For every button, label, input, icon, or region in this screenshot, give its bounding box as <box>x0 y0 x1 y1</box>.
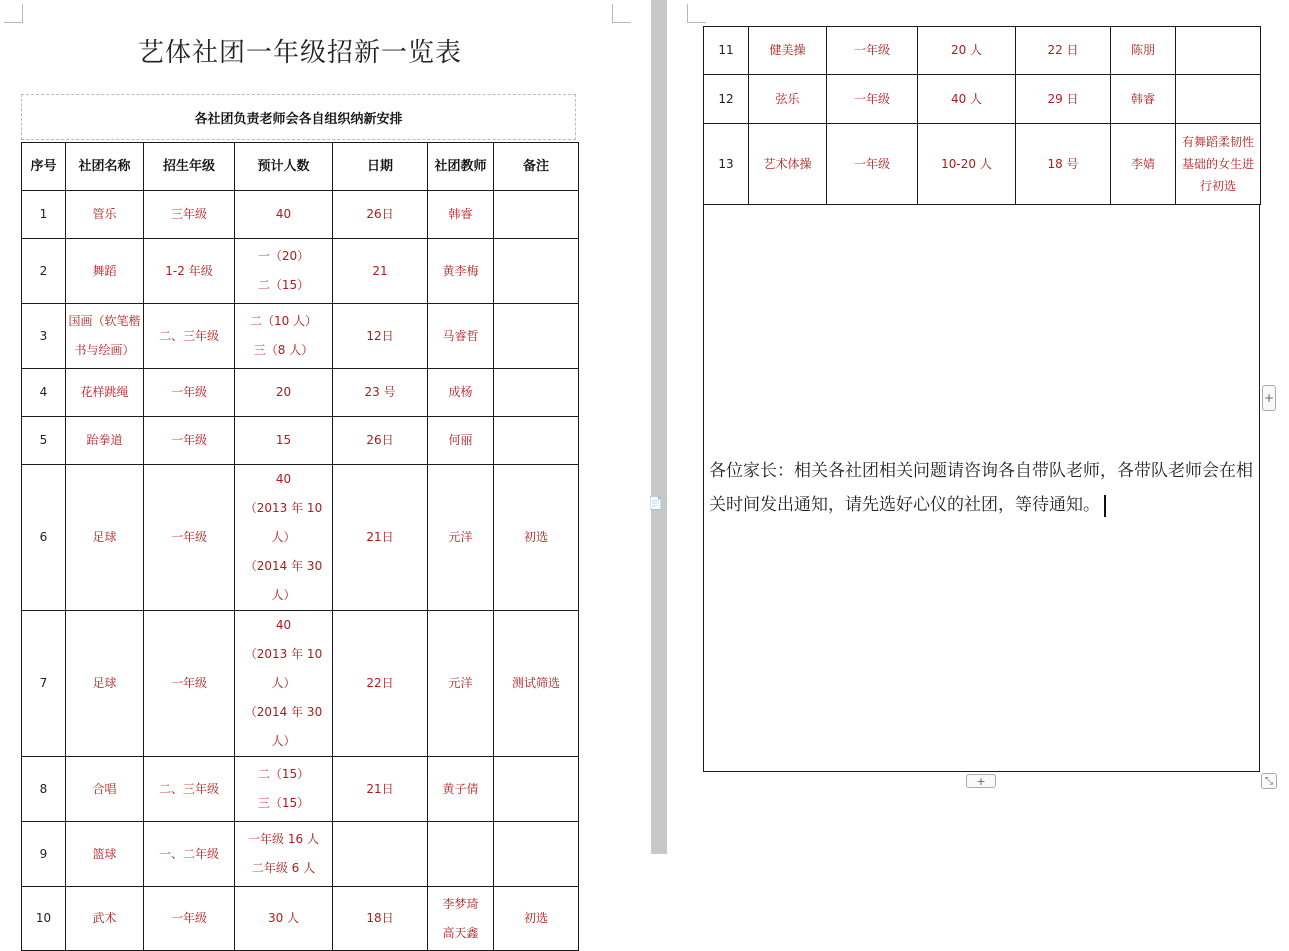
cell-line: 三（8 人） <box>253 343 314 357</box>
grade-cell[interactable] <box>144 369 235 417</box>
date-cell[interactable] <box>333 611 428 757</box>
note-cell[interactable] <box>494 369 579 417</box>
cell-line: 20 <box>275 385 292 399</box>
grade-cell[interactable] <box>144 239 235 304</box>
cell-line: （2013 年 10 人） <box>244 501 323 544</box>
cell-line: 测试筛选 <box>511 676 560 690</box>
date-cell[interactable] <box>333 304 428 369</box>
count-cell[interactable] <box>918 124 1016 205</box>
date-cell[interactable] <box>333 887 428 951</box>
cell-line: 李婧 <box>1130 156 1155 171</box>
notice-text[interactable] <box>709 454 1261 522</box>
table-row <box>22 465 579 611</box>
note-cell[interactable] <box>494 757 579 822</box>
cell-line: 22 日 <box>1047 43 1079 57</box>
table-row <box>22 304 579 369</box>
count-cell[interactable] <box>235 417 333 465</box>
cell-line: 一年级 <box>853 43 890 57</box>
cell-line: 一年级 <box>853 91 890 106</box>
club-name-cell[interactable] <box>66 822 144 887</box>
cell-line: 15 <box>275 433 292 447</box>
header-cell[interactable]: 社团教师 <box>428 143 494 191</box>
cell-line: 40 <box>275 207 292 221</box>
cell-line: 一年级 <box>170 530 207 544</box>
count-cell[interactable] <box>235 822 333 887</box>
date-cell[interactable] <box>1016 27 1111 75</box>
note-cell[interactable] <box>494 887 579 951</box>
cell-line: 篮球 <box>92 846 117 861</box>
table-resize-icon[interactable]: ⤡ <box>1261 773 1277 789</box>
count-cell[interactable] <box>918 27 1016 75</box>
cell-line: 三年级 <box>170 207 207 221</box>
seq-cell[interactable]: 12 <box>704 75 749 124</box>
date-cell[interactable] <box>333 757 428 822</box>
date-cell[interactable] <box>1016 75 1111 124</box>
count-cell[interactable] <box>235 304 333 369</box>
seq-cell[interactable]: 1 <box>22 191 66 239</box>
cell-line: 韩睿 <box>448 207 473 221</box>
cell-line: 一年级 <box>170 676 207 690</box>
cell-line: 黄李梅 <box>442 263 479 278</box>
cell-line: 12日 <box>366 328 394 343</box>
cell-line: 有舞蹈柔韧性 <box>1181 135 1254 149</box>
note-cell[interactable] <box>1176 75 1261 124</box>
seq-cell[interactable]: 5 <box>22 417 66 465</box>
cell-line: 一年级 <box>170 385 207 399</box>
teacher-cell[interactable] <box>428 239 494 304</box>
clubs-table-page1 <box>21 142 579 951</box>
grade-cell[interactable] <box>144 304 235 369</box>
paragraph-mark-icon[interactable]: 📄 <box>648 496 663 510</box>
grade-cell[interactable] <box>827 27 918 75</box>
cell-line: 初选 <box>523 911 548 925</box>
count-cell[interactable] <box>235 611 333 757</box>
note-cell[interactable] <box>494 417 579 465</box>
count-cell[interactable] <box>235 369 333 417</box>
note-cell[interactable] <box>494 191 579 239</box>
cell-line: （2013 年 10 人） <box>244 647 323 690</box>
document-page-left <box>0 0 651 940</box>
note-cell[interactable] <box>494 611 579 757</box>
cell-line: 基础的女生进 <box>1181 157 1254 171</box>
cell-line: （2014 年 30 人） <box>244 559 323 602</box>
cell-line: 管乐 <box>92 207 117 221</box>
grade-cell[interactable] <box>144 822 235 887</box>
note-cell[interactable] <box>494 304 579 369</box>
header-cell[interactable]: 预计人数 <box>235 143 333 191</box>
cell-line: 艺术体操 <box>763 156 812 171</box>
cell-line: 三（15） <box>257 796 310 810</box>
note-cell[interactable] <box>494 239 579 304</box>
cell-line: 二（15） <box>257 278 310 292</box>
club-name-cell[interactable] <box>66 369 144 417</box>
seq-cell[interactable]: 10 <box>22 887 66 951</box>
table-row <box>704 75 1261 124</box>
header-cell[interactable]: 日期 <box>333 143 428 191</box>
cell-line: 弦乐 <box>775 91 800 106</box>
cell-line: 行初选 <box>1199 179 1236 193</box>
cell-line: 舞蹈 <box>92 263 117 278</box>
table-row <box>22 757 579 822</box>
seq-cell[interactable]: 11 <box>704 27 749 75</box>
grade-cell[interactable] <box>827 75 918 124</box>
cell-line: 30 人 <box>267 911 300 925</box>
text-cursor <box>1104 495 1106 517</box>
cell-line: 40 <box>275 472 292 486</box>
cell-line: 一年级 <box>853 156 890 171</box>
cell-line: 二、三年级 <box>158 781 219 796</box>
cell-line: 元洋 <box>448 530 473 544</box>
cell-line: 二（10 人） <box>249 314 318 328</box>
notice-content: 各位家长：相关各社团相关问题请咨询各自带队老师，各带队老师会在相关时间发出通知，请先选好心仪的社团，等待通知。 <box>709 461 1253 515</box>
date-cell[interactable] <box>333 191 428 239</box>
cell-line: 黄子倩 <box>442 781 479 796</box>
page-corner-mark <box>612 4 631 23</box>
grade-cell[interactable] <box>144 465 235 611</box>
document-page-right <box>667 0 1289 854</box>
count-cell[interactable] <box>235 239 333 304</box>
table-row <box>22 822 579 887</box>
subtitle-text: 各社团负责老师会各自组织纳新安排 <box>194 111 403 127</box>
teacher-cell[interactable] <box>428 304 494 369</box>
table-row <box>704 27 1261 75</box>
club-name-cell[interactable] <box>66 304 144 369</box>
cell-line: 陈朋 <box>1130 43 1155 57</box>
count-cell[interactable] <box>235 191 333 239</box>
cell-line: 18日 <box>366 911 394 925</box>
table-row <box>704 124 1261 205</box>
cell-line: 何丽 <box>448 433 473 447</box>
cell-line: 合唱 <box>92 781 117 796</box>
seq-cell[interactable]: 2 <box>22 239 66 304</box>
subtitle-box[interactable] <box>21 94 576 140</box>
seq-cell[interactable]: 4 <box>22 369 66 417</box>
cell-line: 成杨 <box>448 385 473 399</box>
cell-line: 足球 <box>92 530 117 544</box>
club-name-cell[interactable] <box>66 417 144 465</box>
notice-cell[interactable] <box>703 204 1260 772</box>
cell-line: 跆拳道 <box>86 433 123 447</box>
teacher-cell[interactable] <box>428 611 494 757</box>
table-row <box>22 417 579 465</box>
cell-line: 二（15） <box>257 767 310 781</box>
page-corner-mark <box>687 4 706 23</box>
teacher-cell[interactable] <box>428 191 494 239</box>
clubs-table-page2 <box>703 26 1261 205</box>
count-cell[interactable] <box>918 75 1016 124</box>
club-name-cell[interactable] <box>66 465 144 611</box>
grade-cell[interactable] <box>827 124 918 205</box>
page-corner-mark <box>4 4 23 23</box>
cell-line: 韩睿 <box>1130 91 1155 106</box>
teacher-cell[interactable] <box>428 465 494 611</box>
cell-line: 高天鑫 <box>442 925 479 940</box>
note-cell[interactable] <box>494 465 579 611</box>
club-name-cell[interactable] <box>66 887 144 951</box>
cell-line: 二、三年级 <box>158 328 219 343</box>
cell-line: 40 <box>275 618 292 632</box>
cell-line: 22日 <box>366 676 394 690</box>
grade-cell[interactable] <box>144 191 235 239</box>
header-cell[interactable]: 招生年级 <box>144 143 235 191</box>
count-cell[interactable] <box>235 887 333 951</box>
header-cell[interactable]: 社团名称 <box>66 143 144 191</box>
teacher-cell[interactable] <box>428 887 494 951</box>
header-cell[interactable]: 备注 <box>494 143 579 191</box>
teacher-cell[interactable] <box>1111 75 1176 124</box>
cell-line: 二年级 6 人 <box>251 861 316 875</box>
seq-cell[interactable]: 13 <box>704 124 749 205</box>
club-name-cell[interactable] <box>66 611 144 757</box>
cell-line: 21 <box>372 263 388 278</box>
cell-line: 23 号 <box>364 385 396 399</box>
add-row-button[interactable]: + <box>966 774 996 788</box>
cell-line: 国画（软笔楷 <box>68 314 141 328</box>
teacher-cell[interactable] <box>1111 27 1176 75</box>
date-cell[interactable] <box>333 822 428 887</box>
cell-line: 1-2 年级 <box>165 263 213 278</box>
cell-line: 21日 <box>366 781 394 796</box>
cell-line: 26日 <box>366 433 394 447</box>
grade-cell[interactable] <box>144 611 235 757</box>
cell-line: 李梦琦 <box>442 896 479 911</box>
page-divider <box>651 0 667 854</box>
date-cell[interactable] <box>1016 124 1111 205</box>
table-row <box>22 611 579 757</box>
grade-cell[interactable] <box>144 757 235 822</box>
club-name-cell[interactable] <box>66 757 144 822</box>
note-cell[interactable] <box>494 822 579 887</box>
cell-line: 足球 <box>92 676 117 690</box>
seq-cell[interactable]: 6 <box>22 465 66 611</box>
cell-line: 书与绘画） <box>74 343 135 357</box>
cell-line: 一（20） <box>257 249 310 263</box>
club-name-cell[interactable] <box>66 239 144 304</box>
cell-line: 一年级 <box>170 433 207 447</box>
count-cell[interactable] <box>235 757 333 822</box>
cell-line: 20 人 <box>950 43 983 57</box>
date-cell[interactable] <box>333 417 428 465</box>
teacher-cell[interactable] <box>428 369 494 417</box>
table-row <box>22 887 579 951</box>
club-name-cell[interactable] <box>66 191 144 239</box>
seq-cell[interactable]: 7 <box>22 611 66 757</box>
cell-line: 元洋 <box>448 676 473 690</box>
cell-line: 武术 <box>92 911 117 925</box>
cell-line: 马睿哲 <box>442 328 479 343</box>
add-column-button[interactable]: + <box>1262 385 1276 411</box>
grade-cell[interactable] <box>144 417 235 465</box>
teacher-cell[interactable] <box>1111 124 1176 205</box>
note-cell[interactable] <box>1176 27 1261 75</box>
teacher-cell[interactable] <box>428 757 494 822</box>
seq-cell[interactable]: 3 <box>22 304 66 369</box>
document-title[interactable]: 艺体社团一年级招新一览表 <box>137 38 462 68</box>
seq-cell[interactable]: 9 <box>22 822 66 887</box>
table-row <box>22 369 579 417</box>
date-cell[interactable] <box>333 465 428 611</box>
seq-cell[interactable]: 8 <box>22 757 66 822</box>
count-cell[interactable] <box>235 465 333 611</box>
club-name-cell[interactable] <box>749 27 827 75</box>
cell-line: （2014 年 30 人） <box>244 705 323 748</box>
header-cell[interactable]: 序号 <box>22 143 66 191</box>
table-row <box>22 239 579 304</box>
cell-line: 40 人 <box>950 91 983 106</box>
cell-line: 10-20 人 <box>941 156 992 171</box>
note-cell[interactable] <box>1176 124 1261 205</box>
club-name-cell[interactable] <box>749 124 827 205</box>
cell-line: 健美操 <box>769 43 806 57</box>
cell-line: 一年级 <box>170 911 207 925</box>
cell-line: 一年级 16 人 <box>248 832 319 846</box>
date-cell[interactable] <box>333 369 428 417</box>
club-name-cell[interactable] <box>749 75 827 124</box>
cell-line: 初选 <box>523 530 548 544</box>
cell-line: 花样跳绳 <box>80 385 129 399</box>
grade-cell[interactable] <box>144 887 235 951</box>
cell-line: 29 日 <box>1047 91 1079 106</box>
cell-line: 21日 <box>366 530 394 544</box>
teacher-cell[interactable] <box>428 822 494 887</box>
cell-line: 26日 <box>366 207 394 221</box>
date-cell[interactable] <box>333 239 428 304</box>
table-row <box>22 191 579 239</box>
cell-line: 18 号 <box>1047 156 1079 171</box>
teacher-cell[interactable] <box>428 417 494 465</box>
cell-line: 一、二年级 <box>158 846 219 861</box>
table-header-row <box>22 143 579 191</box>
